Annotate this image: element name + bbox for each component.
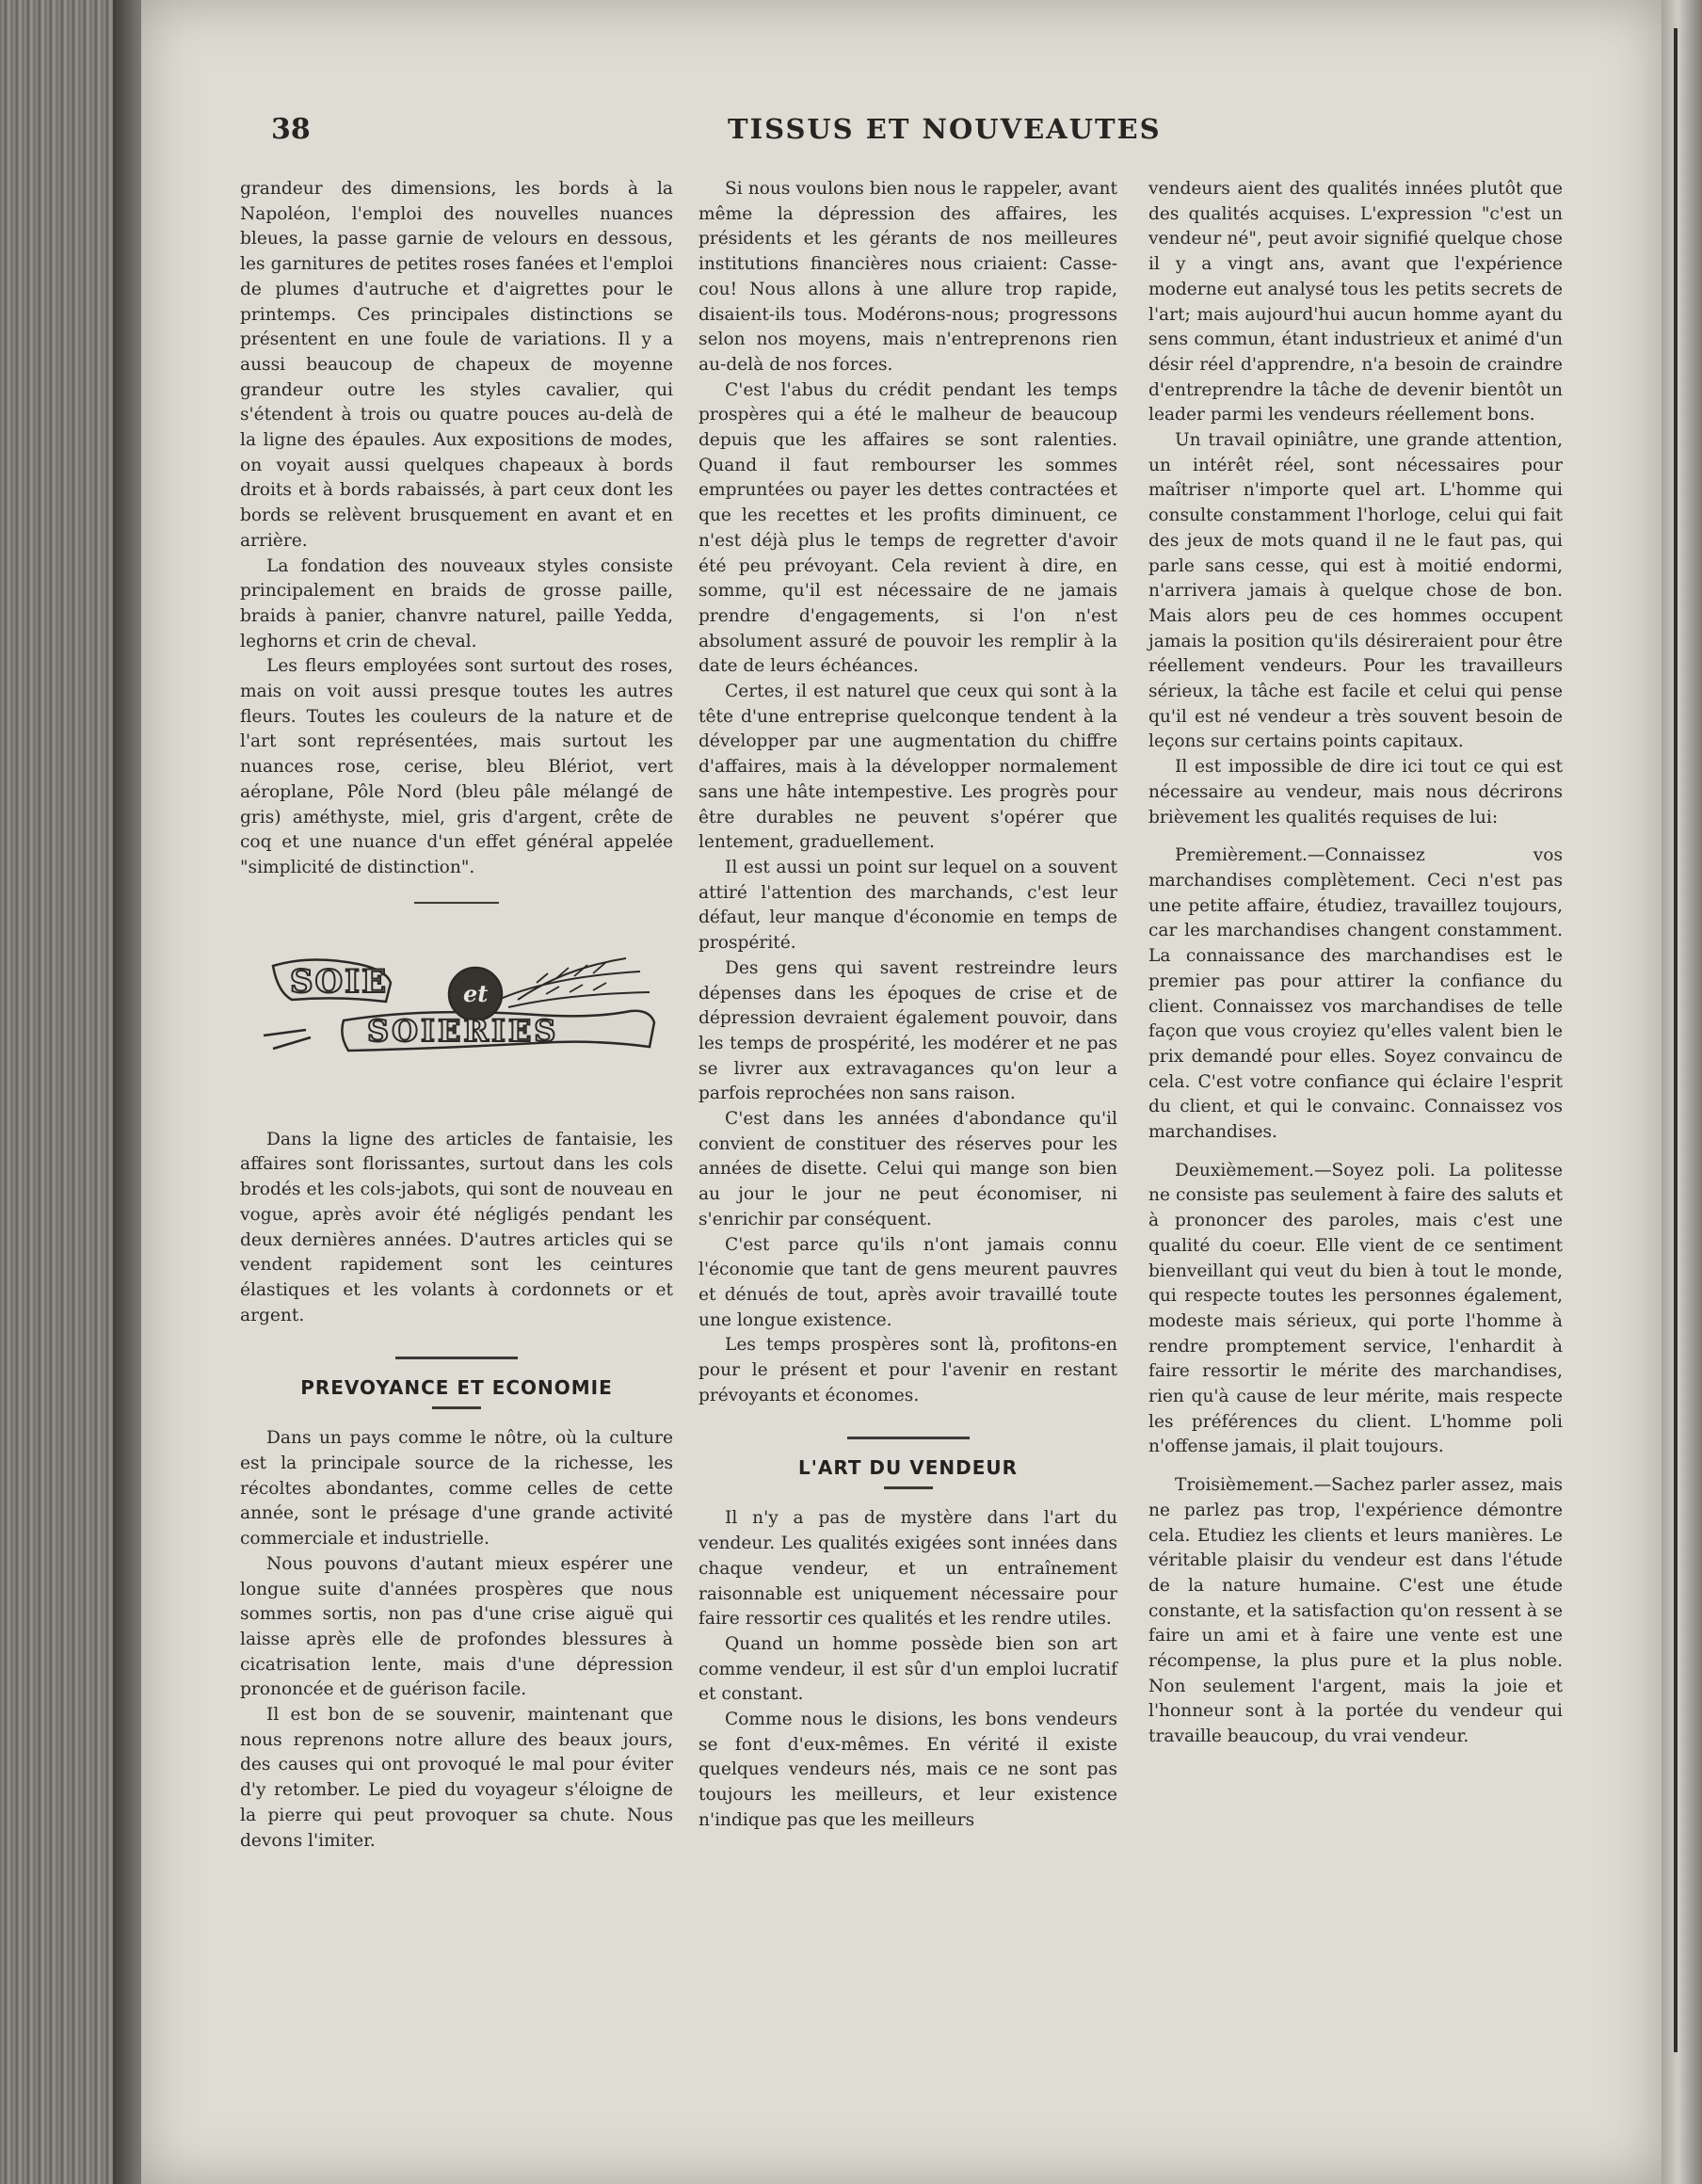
column-1	[240, 177, 673, 1854]
paragraph: vendeurs aient des qualités innées plutôt que des qualités acquises. L'expression "c'est un vendeur né", peut avoir signifié quelque chose il y a vingt ans, avant que l'expérience moderne eut analysé tous les petits secrets de l'art; mais aujourd'hui aucun homme ayant du sens commun, étant industrieux et animé d'un désir réel d'apprendre, n'a besoin de craindre d'entreprendre la tâche de devenir bientôt un leader parmi les vendeurs réellement bons.	[1148, 179, 1563, 426]
section-divider	[847, 1437, 970, 1439]
column-2	[698, 177, 1117, 1834]
column-3	[1148, 177, 1563, 1750]
paragraph: C'est parce qu'ils n'ont jamais connu l'économie que tant de gens meurent pauvres et dénués de tout, après avoir travaillé toute une longue existence.	[698, 1234, 1117, 1330]
paragraph: Si nous voulons bien nous le rappeler, avant même la dépression des affaires, les présidents et les gérants de nos meilleures institutions financières nous criaient: Casse-cou! Nous allons à une allure trop rapide, disaient-ils tous. Modérons-nous; progressons selon nos moyens, mais n'entreprenons rien au-delà de nos forces.	[698, 179, 1117, 375]
paragraph: Dans un pays comme le nôtre, où la culture est la principale source de la richesse, les récoltes abondantes, comme celles de cette année, sont le présage d'une grande activité commerciale et industrielle.	[240, 1428, 673, 1550]
paragraph: Les fleurs employées sont surtout des roses, mais on voit aussi presque toutes les autres fleurs. Toutes les couleurs de la nature et de l'art sont représentées, mais surtout les nuances rose, cerise, bleu Blériot, vert aéroplane, Pôle Nord (bleu pâle mélangé de gris) améthyste, miel, gris d'argent, crête de coq et une nuance d'un effet général appelée "simplicité de distinction".	[240, 656, 673, 877]
paragraph: Il est bon de se souvenir, maintenant que nous reprenons notre allure des beaux jours, des causes qui ont provoqué le mal pour éviter d'y retomber. Le pied du voyageur s'éloigne de la pierre qui peut provoquer sa chute. Nous devons l'imiter.	[240, 1705, 673, 1851]
paragraph: Un travail opiniâtre, une grande attention, un intérêt réel, sont nécessaires pour maîtriser n'importe quel art. L'homme qui consulte constamment l'horloge, celui qui fait des jeux de mots quand il ne le faut pas, qui parle sans cesse, qui est à moitié endormi, n'arrivera jamais à quelque chose de bon. Mais alors peu de ces hommes occupent jamais la position qu'ils désireraient pour être réellement vendeurs. Pour les travailleurs sérieux, la tâche est facile et celui qui pense qu'il est né vendeur a très souvent besoin de leçons sur certains points capitaux.	[1148, 430, 1563, 752]
paragraph: Il n'y a pas de mystère dans l'art du vendeur. Les qualités exigées sont innées dans chaque vendeur, et un entraînement raisonnable est uniquement nécessaire pour faire ressortir ces qualités et les rendre utiles.	[698, 1508, 1117, 1630]
logo-word-et: et	[463, 979, 489, 1007]
paragraph: C'est dans les années d'abondance qu'il convient de constituer des réserves pour les années de disette. Celui qui mange son bien au jour le jour ne peut économiser, ni s'enrichir par conséquent.	[698, 1109, 1117, 1229]
paragraph: La fondation des nouveaux styles consiste principalement en braids de grosse paille, braids à panier, chanvre naturel, paille Yedda, leghorns et crin de cheval.	[240, 555, 673, 651]
heading-underline	[884, 1486, 933, 1489]
paragraph: Comme nous le disions, les bons vendeurs se font d'eux-mêmes. En vérité il existe quelques vendeurs nés, mais ce ne sont pas toujours les meilleurs, et leur existence n'indique pas que les meilleurs	[698, 1710, 1117, 1830]
paragraph: Dans la ligne des articles de fantaisie, les affaires sont florissantes, surtout dans les cols brodés et les cols-jabots, qui sont de nouveau en vogue, après avoir été négligés pendant les deux dernières années. D'autres articles qui se vendent rapidement sont les ceintures élastiques et les volants à cordonnets or et argent.	[240, 1129, 673, 1325]
paragraph: Il est aussi un point sur lequel on a souvent attiré l'attention des marchands, c'est leur défaut, leur manque d'économie en temps de prospérité.	[698, 857, 1117, 954]
heading-underline	[432, 1406, 481, 1409]
paragraph: Premièrement.—Connaissez vos marchandises complètement. Ceci n'est pas une petite affaire, étudiez, travaillez toujours, car les marchandises changent constamment. La connaissance des marchandises est le premier pas pour attirer la confiance du client. Connaissez vos marchandises de telle façon que vous croyiez qu'elles valent bien le prix demandé pour elles. Soyez convaincu de cela. C'est votre confiance qui éclaire l'esprit du client, et qui le convainc. Connaissez vos marchandises.	[1148, 845, 1563, 1143]
paragraph: Il est impossible de dire ici tout ce qui est nécessaire au vendeur, mais nous décrirons brièvement les qualités requises de lui:	[1148, 757, 1563, 827]
paragraph: Certes, il est naturel que ceux qui sont à la tête d'une entreprise quelconque tendent à la développer par une augmentation du chiffre d'affaires, mais à la développer normalement sans une hâte intempestive. Les progrès pour être durables ne peuvent s'opérer que lentement, graduellement.	[698, 682, 1117, 853]
running-title: TISSUS ET NOUVEAUTES	[728, 113, 1162, 145]
logo-word-soieries: SOIERIES	[367, 1012, 559, 1049]
paragraph: C'est l'abus du crédit pendant les temps prospères qui a été le malheur de beaucoup depuis que les affaires se sont ralenties. Quand il faut rembourser les sommes empruntées ou payer les dettes contractées et que les recettes et les profits diminuent, ce n'est déjà plus le temps de regretter d'avoir été peu prévoyant. Cela revient à dire, en somme, qu'il est nécessaire de ne jamais prendre d'engagements, si l'on n'est absolument assuré de pouvoir les remplir à la date de leurs échéances.	[698, 379, 1117, 677]
paragraph: Troisièmement.—Sachez parler assez, mais ne parlez pas trop, l'expérience démontre cela. Etudiez les clients et leurs manières. Le véritable plaisir du vendeur est dans l'étude de la nature humaine. C'est une étude constante, et la satisfaction qu'on ressent à se faire un ami et à faire une vente est une récompense, la plus pure et la plus noble. Non seulement l'argent, mais la joie et l'honneur sont à la portée du vendeur qui travaille beaucoup, du vrai vendeur.	[1148, 1475, 1563, 1747]
section-divider	[395, 1357, 518, 1359]
paragraph: Quand un homme possède bien son art comme vendeur, il est sûr d'un emploi lucratif et constant.	[698, 1633, 1117, 1705]
page-number: 38	[271, 113, 311, 146]
right-page-edge	[1662, 0, 1702, 2184]
paragraph: Des gens qui savent restreindre leurs dépenses dans les époques de crise et de dépression devraient également pouvoir, dans les temps de prospérité, les modérer et ne pas se livrer aux extravagances qu'on leur a parfois reprochées non sans raison.	[698, 957, 1117, 1104]
paragraph: grandeur des dimensions, les bords à la Napoléon, l'emploi des nouvelles nuances bleues, la passe garnie de velours en dessous, les garnitures de petites roses fanées et l'emploi de plumes d'autruche et d'aigrettes pour le printemps. Ces principales distinctions se présentent en une foule de variations. Il y a aussi beaucoup de chapeux de moyenne grandeur outre les styles cavalier, qui s'étendent à trois ou quatre pouces au-delà de la ligne des épaules. Aux expositions de modes, on voyait aussi quelques chapeaux à bords droits et à bords rabaissés, à part ceux dont les bords se relèvent brusquement en avant et en arrière.	[240, 179, 673, 551]
page-header	[271, 113, 1504, 151]
right-binding-line	[1674, 28, 1678, 2052]
soie-et-soieries-logo	[254, 945, 687, 1062]
section-heading: L'ART DU VENDEUR	[797, 1456, 1019, 1480]
logo-word-soie: SOIE	[290, 962, 388, 1001]
section-divider	[414, 902, 499, 904]
paragraph: Les temps prospères sont là, profitons-en pour le présent et pour l'avenir en restant prévoyants et économes.	[698, 1335, 1117, 1405]
soie-et-soieries-emblem	[254, 945, 687, 1062]
section-heading: PREVOYANCE ET ECONOMIE	[300, 1376, 613, 1400]
paragraph: Nous pouvons d'autant mieux espérer une longue suite d'années prospères que nous sommes sortis, non pas d'une crise aiguë qui laisse après elle de profondes blessures à cicatrisation lente, mais d'une dépression prononcée et de guérison facile.	[240, 1553, 673, 1700]
paragraph: Deuxièmement.—Soyez poli. La politesse ne consiste pas seulement à faire des saluts et à prononcer des paroles, mais c'est une qualité du coeur. Elle vient de ce sentiment bienveillant qui veut du bien à tout le monde, qui respecte toutes les personnes également, modeste mais sérieux, qui porte l'homme à rendre promptement service, l'enhardit à faire ressortir le mérite des marchandises, rien qu'à cause de leur mérite, mais respecte les préférences du client. L'homme poli n'offense jamais, il plait toujours.	[1148, 1160, 1563, 1457]
